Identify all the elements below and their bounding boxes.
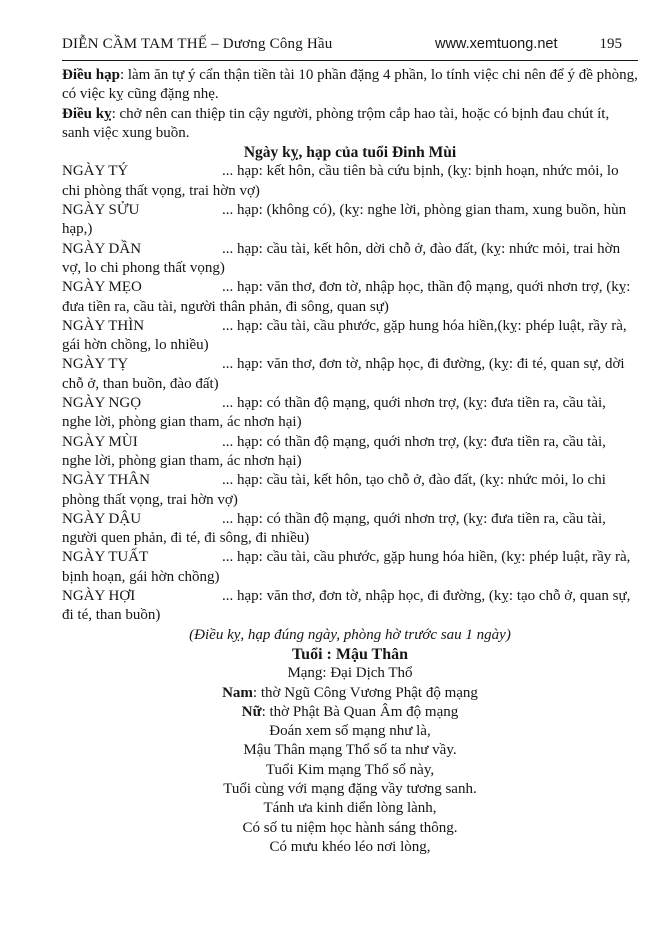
day-detail: ... hạp: cầu tài, kết hôn, dời chỗ ở, đào đất, (kỵ: nhức mỏi, trai hờn vợ, lo chi phong thất vọng) (62, 240, 621, 276)
day-name: NGÀY TỴ (62, 356, 129, 373)
day-entry-thin (62, 317, 638, 356)
poem-line: Tuổi Kim mạng Thổ số này, (265, 761, 435, 778)
day-detail: ... hạp: có thần độ mạng, quới nhơn trợ, (kỵ: đưa tiền ra, cầu tài, nghe lời, phòng gian tham, ác nhơn hại) (62, 395, 606, 431)
section-heading: Ngày kỵ, hạp của tuổi Đinh Mùi (243, 144, 457, 162)
nu-label: Nữ (241, 703, 262, 720)
day-name: NGÀY MẸO (62, 279, 142, 296)
day-detail: ... hạp: cầu tài, cầu phước, gặp hung hóa hiền,(kỵ: phép luật, rầy rà, gái hờn chồng, lo nhiều) (62, 317, 627, 354)
day-entry-ty (62, 162, 638, 201)
day-name: NGÀY TÝ (62, 163, 129, 180)
day-detail: ... hạp: văn thơ, đơn tờ, nhập học, đi đường, (kỵ: đi té, quan sự, dời chỗ ở, than buồn, đào đất) (62, 356, 625, 392)
day-entry-ngo (62, 394, 638, 433)
day-entry-dan (62, 240, 638, 279)
dieu-ky-text: : chở nên can thiệp tin cậy người, phòng trộm cắp hao tài, hoặc có bịnh đau chút ít, sanh việc xung buồn. (62, 105, 610, 141)
day-detail: ... hạp: cầu tài, kết hôn, tạo chỗ ở, đào đất, (kỵ: nhức mỏi, lo chi phòng thất vọng, trai hờn vợ) (62, 472, 606, 508)
nam-label: Nam (222, 684, 253, 701)
day-name: NGÀY HỢI (62, 588, 136, 605)
day-name: NGÀY DẦN (62, 240, 142, 257)
day-entry-hoi (62, 587, 638, 626)
day-detail: ... hạp: có thần độ mạng, quới nhơn trợ, (kỵ: đưa tiền ra, cầu tài, người quen phản, đi té, đi sông, đi nhiều) (62, 510, 606, 547)
poem-line: Đoán xem số mạng như là, (269, 723, 431, 740)
day-entry-tuat (62, 548, 638, 587)
day-name: NGÀY THÂN (62, 472, 150, 489)
day-detail: ... hạp: (không có), (kỵ: nghe lời, phòng gian tham, xung buồn, hùn hạp,) (62, 202, 627, 238)
day-entry-ti (62, 355, 638, 394)
website-text: www.xemtuong.net (434, 36, 558, 52)
paragraph-dieu-ky (62, 105, 638, 144)
nu-text: : thờ Phật Bà Quan Âm độ mạng (261, 703, 459, 720)
day-entry-dau (62, 510, 638, 549)
day-detail: ... hạp: có thần độ mạng, quới nhơn trợ, (kỵ: đưa tiền ra, cầu tài, nghe lời, phòng gian tham, ác nhơn hại) (62, 433, 606, 469)
day-entry-than (62, 471, 638, 510)
mang-line: Mạng: Đại Dịch Thổ (287, 665, 413, 682)
day-entry-mui (62, 433, 638, 472)
dieu-ky-label: Điều kỵ (62, 105, 112, 122)
poem-line: Có số tu niệm học hành sáng thông. (242, 819, 458, 836)
header-divider (62, 60, 638, 61)
book-title: DIỄN CẦM TAM THẾ – Dương Công Hầu (62, 36, 333, 52)
section-note: (Điều kỵ, hạp đúng ngày, phòng hờ trước sau 1 ngày) (189, 626, 511, 643)
page-content (62, 66, 638, 857)
day-name: NGÀY SỬU (62, 202, 140, 219)
nam-line (62, 684, 638, 703)
poem-line: Tuổi cùng với mạng đặng vầy tương sanh. (223, 780, 477, 797)
day-detail: ... hạp: văn thơ, đơn tờ, nhập học, đi đường, (kỵ: tạo chỗ ở, quan sự, đi té, than buồn) (62, 588, 631, 624)
dieu-hap-text: : làm ăn tự ý cẩn thận tiền tài 10 phần đặng 4 phần, lo tính việc chi nên để ý đề phòng, có việc kỵ cũng đặng nhẹ. (62, 67, 638, 103)
day-detail: ... hạp: kết hôn, cầu tiên bà cứu bịnh, (kỵ: bịnh hoạn, nhức mỏi, lo chi phòng thất vọng, trai hờn vợ) (62, 163, 619, 199)
page-number: 195 (599, 36, 622, 52)
dieu-hap-label: Điều hạp (62, 67, 120, 83)
poem-line: Mậu Thân mạng Thổ số ta như vầy. (243, 742, 457, 759)
day-name: NGÀY NGỌ (62, 395, 142, 412)
poem-line: Có mưu khéo léo nơi lòng, (269, 838, 431, 855)
day-detail: ... hạp: cầu tài, cầu phước, gặp hung hóa hiền, (kỵ: phép luật, rầy rà, bịnh hoạn, gái hờn chồng) (62, 549, 631, 585)
paragraph-dieu-hap (62, 66, 638, 105)
poem-line: Tánh ưa kinh diển lòng lành, (263, 800, 437, 817)
day-name: NGÀY DẬU (62, 510, 142, 527)
day-name: NGÀY TUẤT (62, 549, 149, 566)
page-header (62, 36, 622, 53)
nu-line (62, 703, 638, 722)
day-entry-meo (62, 278, 638, 317)
day-name: NGÀY THÌN (62, 317, 145, 334)
day-entry-suu (62, 201, 638, 240)
day-detail: ... hạp: văn thơ, đơn tờ, nhập học, thần độ mạng, quới nhơn trợ, (kỵ: đưa tiền ra, cầu tài, người thân phản, đi sông, quan sự) (62, 279, 631, 315)
tuoi-title: Tuổi : Mậu Thân (291, 645, 409, 663)
nam-text: : thờ Ngũ Công Vương Phật độ mạng (252, 684, 478, 701)
day-name: NGÀY MÙI (62, 433, 138, 450)
